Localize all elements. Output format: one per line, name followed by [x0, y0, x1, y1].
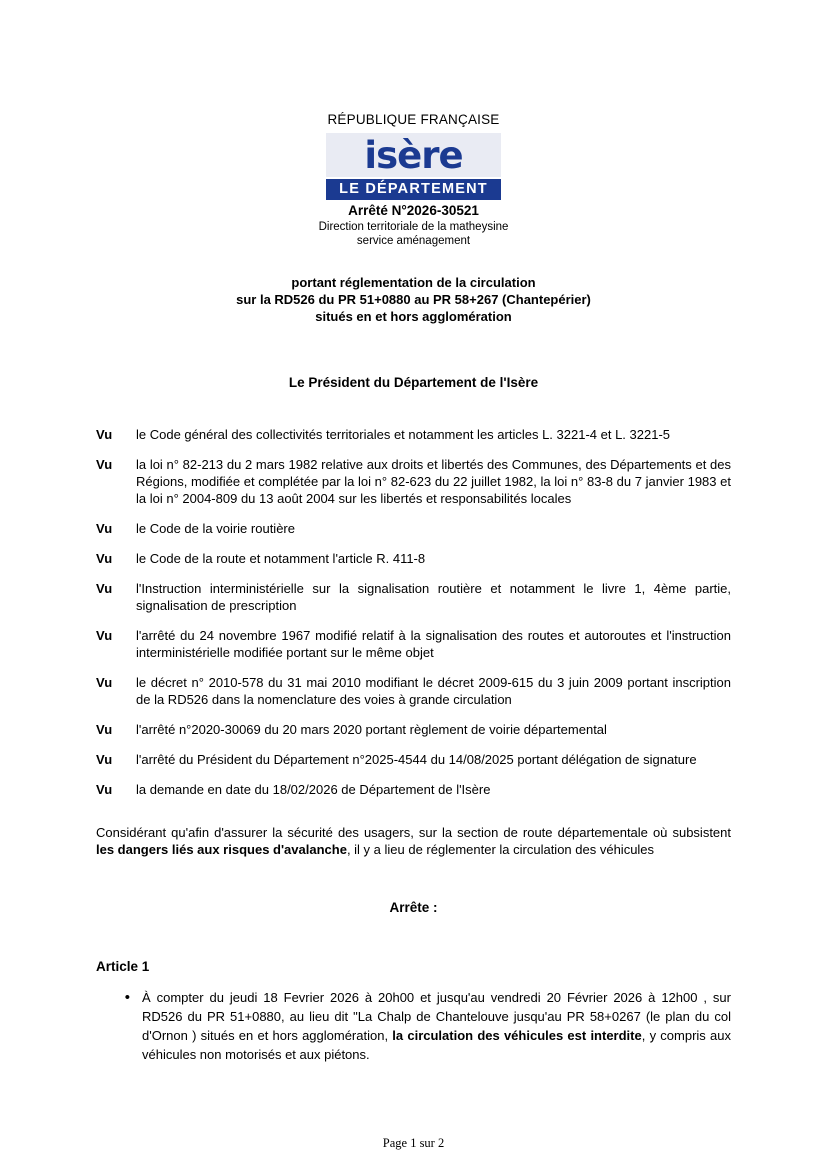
article-1-title: Article 1 [96, 959, 150, 974]
vu-marker: Vu [96, 752, 113, 767]
considerant-part-1: Considérant qu'afin d'assurer la sécurité des usagers, sur la section de route départementale où subsistent [96, 825, 731, 840]
territorial-direction: Direction territoriale de la matheysine [318, 221, 509, 233]
republique-francaise-heading: RÉPUBLIQUE FRANÇAISE [327, 112, 500, 127]
considerant-part-2: , il y a lieu de réglementer la circulation des véhicules [346, 842, 655, 857]
bullet-part-2: , y compris aux véhicules non motorisés et aux piétons. [142, 1028, 731, 1062]
arrete-heading: Arrête : [389, 900, 438, 915]
vu-clause-text: la demande en date du 18/02/2026 de Département de l'Isère [136, 782, 491, 797]
vu-clause [96, 627, 731, 661]
bullet-part-1: À compter du jeudi 18 Fevrier 2026 à 20h00 et jusqu'au vendredi 20 Février 2026 à 12h00 , sur RD526 du PR 51+0880, au lieu dit "La Chalp de Chantelouve jusqu'au PR 58+0267 (le plan du col d'Ornon ) situés en et hors agglomération, [142, 990, 731, 1043]
vu-clause [96, 426, 731, 443]
title-line-1: portant réglementation de la circulation [291, 275, 536, 290]
vu-marker: Vu [96, 675, 113, 690]
vu-marker: Vu [96, 551, 113, 566]
vu-clause [96, 674, 731, 708]
vu-marker: Vu [96, 457, 113, 472]
considerant-emphasis: les dangers liés aux risques d'avalanche [96, 842, 347, 857]
vu-clause-text: la loi n° 82-213 du 2 mars 1982 relative aux droits et libertés des Communes, des Départements et des Régions, modifiée et complétée par la loi n° 82-623 du 22 juillet 1982, la loi n° 83-8 du 7 janvier 1983 et la loi n° 2004-809 du 13 août 2004 sur les libertés et responsabilités locales [136, 457, 731, 506]
vu-clause [96, 751, 731, 768]
vu-clause [96, 721, 731, 738]
vu-marker: Vu [96, 581, 113, 596]
document-header [0, 0, 827, 248]
vu-clause [96, 550, 731, 567]
vu-clause [96, 456, 731, 507]
vu-clause-text: l'arrêté du Président du Département n°2025-4544 du 14/08/2025 portant délégation de signature [136, 752, 697, 767]
vu-clause-text: l'arrêté n°2020-30069 du 20 mars 2020 portant règlement de voirie départemental [136, 722, 607, 737]
list-item [96, 988, 731, 1064]
vu-clause-text: le Code de la voirie routière [136, 521, 295, 536]
article-1-body [96, 988, 731, 1064]
vu-marker: Vu [96, 521, 113, 536]
vu-marker: Vu [96, 722, 113, 737]
list-item-text [142, 988, 731, 1064]
vu-marker: Vu [96, 628, 113, 643]
logo-wordmark-area [326, 133, 501, 179]
bullet-marker: • [124, 989, 130, 1006]
logo-subtitle-banner: LE DÉPARTEMENT [326, 179, 501, 200]
vu-marker: Vu [96, 782, 113, 797]
vu-clause-text: le Code de la route et notamment l'article R. 411-8 [136, 551, 426, 566]
vu-clause-list [0, 426, 827, 798]
document-title [0, 274, 827, 325]
vu-clause-text: l'Instruction interministérielle sur la signalisation routière et notamment le livre 1, 4ème partie, signalisation de prescription [136, 581, 731, 613]
title-line-3: situés en et hors agglomération [315, 309, 512, 324]
isere-department-logo [326, 133, 501, 200]
logo-wordmark-text: isère [364, 134, 463, 177]
vu-clause [96, 781, 731, 798]
vu-clause-text: le Code général des collectivités territoriales et notamment les articles L. 3221-4 et L. 3221-5 [136, 427, 671, 442]
vu-clause-text: l'arrêté du 24 novembre 1967 modifié relatif à la signalisation des routes et autoroutes et l'instruction interministérielle modifiée portant sur le même objet [136, 628, 731, 660]
considerant-paragraph [96, 824, 731, 858]
president-line: Le Président du Département de l'Isère [288, 375, 539, 390]
service-name: service aménagement [356, 235, 471, 247]
vu-clause-text: le décret n° 2010-578 du 31 mai 2010 modifiant le décret 2009-615 du 3 juin 2009 portant inscription de la RD526 dans la nomenclature des voies à grande circulation [136, 675, 731, 707]
title-line-2: sur la RD526 du PR 51+0880 au PR 58+267 (Chantepérier) [236, 292, 591, 307]
vu-marker: Vu [96, 427, 113, 442]
vu-clause [96, 520, 731, 537]
page-footer: Page 1 sur 2 [382, 1136, 445, 1150]
bullet-emphasis: la circulation des véhicules est interdite [392, 1028, 642, 1043]
arrete-number: Arrêté N°2026-30521 [348, 203, 479, 218]
vu-clause [96, 580, 731, 614]
